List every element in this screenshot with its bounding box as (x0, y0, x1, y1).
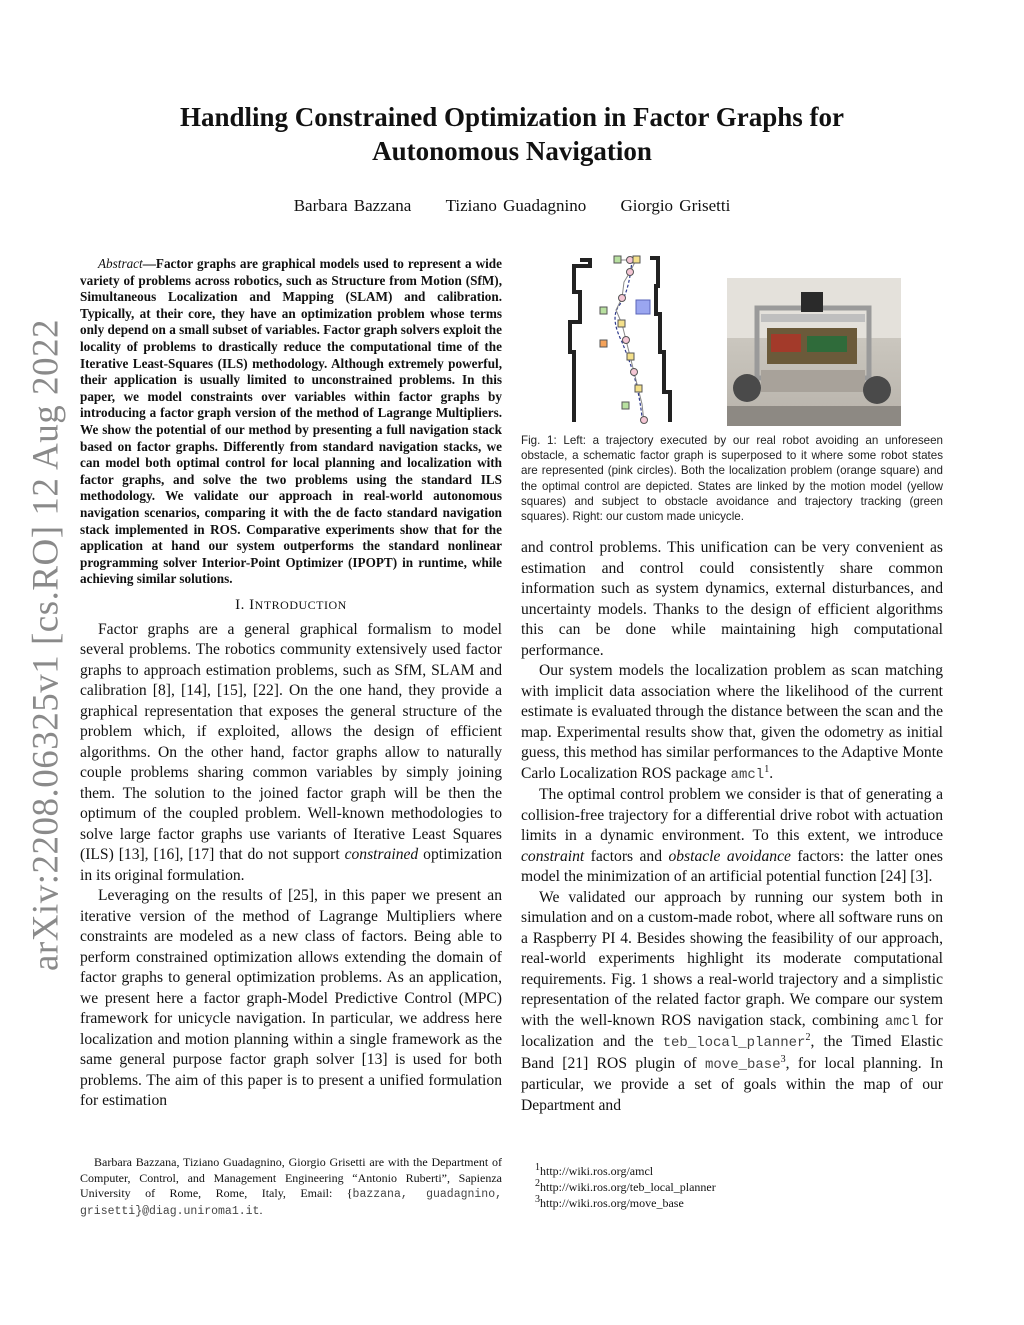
unicycle-robot-photo (727, 278, 901, 426)
paragraph: The optimal control problem we consider is that of generating a collision-free trajectory for a differential drive robot with actuation limits in a dynamic environment. To this extent, we introduce constraint factors and obstacle avoidance factors: the latter ones model the minimization of an artificial potential function [24] [3]. (521, 786, 944, 885)
paragraph: We validated our approach by running our system both in simulation and on a custom-made robot, where all software runs on a Raspberry PI 4. Besides showing the feasibility of our approach, real-world experiments highlight its moderate computational requirements. Fig. 1 shows a real-world trajectory and a simplistic representation of the related factor graph. We compare our system with the well-known ROS navigation stack, combining amcl for localization and the teb_local_planner$^2$, the Timed Elastic Band [21] ROS plugin of move_base$^3$, for local planning. In particular, we provide a set of goals within the map of our Department and (521, 888, 944, 1114)
figure-1 (560, 252, 930, 428)
robot-state (627, 257, 634, 264)
motion-model-factor (635, 385, 642, 392)
paper-title: Handling Constrained Optimization in Factor Graphs for Autonomous Navigation (179, 102, 845, 166)
right-column (521, 538, 943, 1116)
author-affiliation-footnote: Barbara Bazzana, Tiziano Guadagnino, Giorgio Grisetti are with the Department of Computer, Control, and Management Engineering “Antonio Ruberti”, Sapienza University of Rome, Rome, Italy, Email: {bazzana, guadagnino, grisetti}@diag.uniroma1.it. (80, 1155, 503, 1218)
robot-state (623, 337, 630, 344)
left-column (80, 256, 502, 1112)
abstract: Abstract—Factor graphs are graphical models used to represent a wide variety of problems across robotics, such as Structure from Motion (SfM), Simultaneous Localization and Mapping (SLAM) and calibration. Typically, at their core, they have an optimization problem whose terms only depend on a small subset of variables. Factor graph solvers exploit the locality of problems to drastically reduce the computational time of the Iterative Least-Squares (ILS) methodology. Although extremely powerful, their application is usually limited to unconstrained problems. In this paper, we model constraints over variables within factor graphs by introducing a factor graph version of the method of Lagrange Multipliers. We show the potential of our method by presenting a full navigation stack based on factor graphs. Differently from standard navigation stacks, we can model both optimal control for local planning and localization with factor graphs, and solve the two problems using the standard ILS methodology. We validate our approach in real-world autonomous navigation scenarios, comparing it with the de facto standard navigation stack implemented in ROS. Comparative experiments show that for the application at hand our system outperforms the standard nonlinear programming solver Interior-Point Optimizer (IPOPT) in runtime, while achieving similar solutions. (80, 256, 502, 587)
author-name: Giorgio Grisetti (620, 196, 731, 215)
paragraph: Our system models the localization problem as scan matching with implicit data association where the likelihood of the current estimate is evaluated through the distance between the scan and the map. Experimental results show that, given the odometry as initial guess, this method has similar performances to the Adaptive Monte Carlo Localization ROS package amcl$^1$. (521, 662, 943, 783)
url-footnotes (535, 1163, 945, 1211)
author-list (100, 196, 924, 216)
footnote: $^2$http://wiki.ros.org/teb_local_planner (535, 1178, 716, 1194)
robot-state (627, 269, 634, 276)
footnote-link[interactable]: http://wiki.ros.org/amcl (540, 1164, 654, 1178)
trajectory-factor-graph-diagram (560, 252, 690, 428)
author-name: Tiziano Guadagnino (445, 196, 587, 215)
paragraph: Factor graphs are a general graphical formalism to model several problems. The robotics community extensively used factor graphs to approach estimation problems, such as SfM, SLAM and calibration [8], [14], [15], [22]. On the one hand, they provide a graphical representation that exposes the general structure of the problem which, if exploited, allows the design of efficient algorithms. On the other hand, factor graphs allow to naturally couple problems sharing common variables by simply joining them. The solution to the joined factor graph will be then the optimum of the coupled problem. Well-known methodologies to solve large factor graphs use variants of Iterative Least Squares (ILS) [13], [16], [17] that do not support constrained optimization in its original formulation. (80, 620, 502, 884)
author-name: Barbara Bazzana (293, 196, 412, 215)
footnote: $^1$http://wiki.ros.org/amcl (535, 1162, 654, 1178)
map-wall-left (570, 260, 590, 422)
paragraph: and control problems. This unification can be very convenient as estimation and control could consistently share common information such as system dynamics, external disturbances, and uncertainty models. Thanks to the design of efficient algorithms this can be done while maintaining high computational performance. (521, 539, 943, 659)
footnote-link[interactable]: http://wiki.ros.org/teb_local_planner (540, 1180, 716, 1194)
section-heading: I. INTRODUCTION (235, 596, 347, 613)
motion-model-factor (633, 256, 640, 263)
robot-state (641, 417, 648, 424)
robot-state (631, 369, 638, 376)
footnote: $^3$http://wiki.ros.org/move_base (535, 1194, 684, 1210)
factor-graph-chain (616, 260, 644, 422)
localization-factor (600, 340, 607, 347)
tracking-factor (614, 256, 621, 263)
robot-illustration (727, 278, 901, 426)
map-wall-right (650, 258, 670, 422)
figure-caption: Fig. 1: Left: a trajectory executed by our real robot avoiding an unforeseen obstacle, a schematic factor graph is superposed to it where some robot states are represented (pink circles). Both the localization problem (orange square) and the optimal control are depicted. States are linked by the motion model (yellow squares) and subject to obstacle avoidance and trajectory tracking (green squares). Right: our custom made unicycle. (521, 434, 943, 524)
unforeseen-obstacle (636, 300, 650, 314)
motion-model-factor (627, 353, 634, 360)
paragraph: Leveraging on the results of [25], in this paper we present an iterative version of the method of Lagrange Multipliers where constraints are modeled as a new class of factors. Being able to perform constrained optimization allows extending the domain of factor graphs to general optimization problems. As an application, we present here a factor graph-Model Predictive Control (MPC) framework for unicycle navigation. In particular, we address here localization and motion planning within a single framework as the same general purpose factor graph solver [13] is used for both problems. The aim of this paper is to present a unified formulation for estimation (80, 887, 502, 1110)
footnote-link[interactable]: http://wiki.ros.org/move_base (540, 1196, 684, 1210)
tracking-factor (622, 402, 629, 409)
arxiv-identifier: arXiv:2208.06325v1 [cs.RO] 12 Aug 2022 (25, 318, 66, 972)
obstacle-avoidance-factor (600, 307, 607, 314)
robot-state (619, 295, 626, 302)
motion-model-factor (618, 320, 625, 327)
